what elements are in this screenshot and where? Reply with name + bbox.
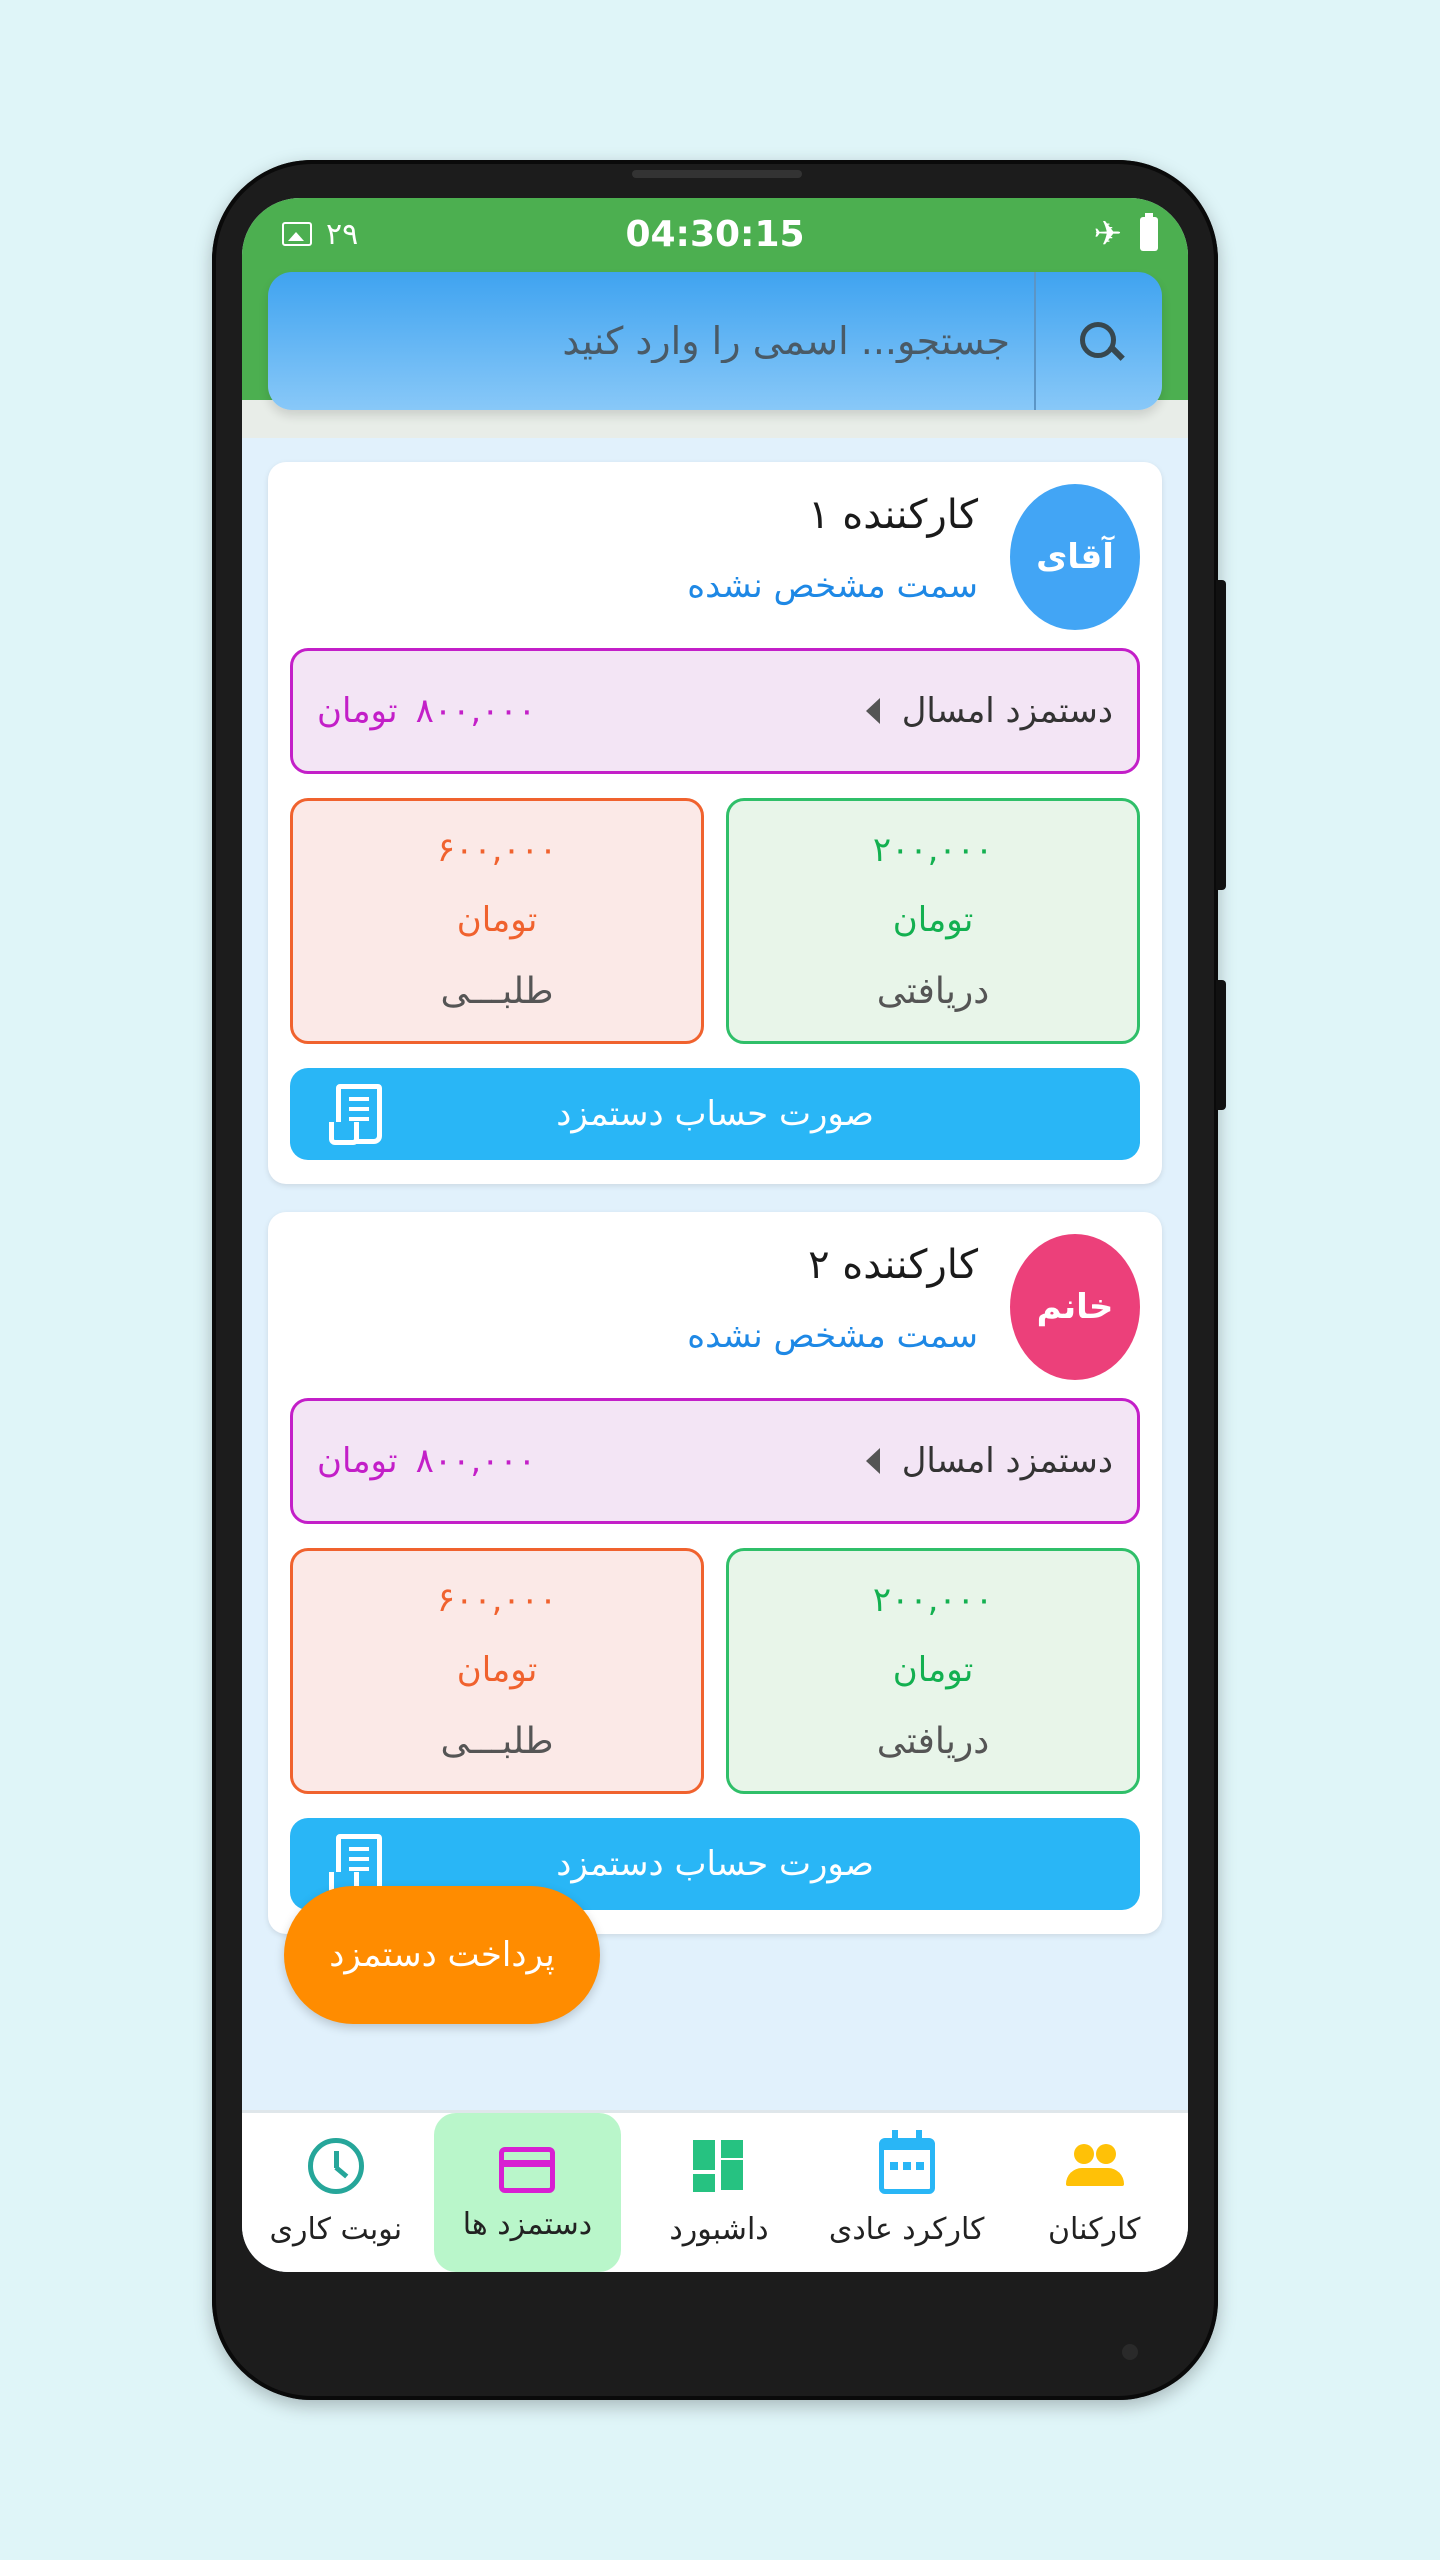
wage-statement-label: صورت حساب دستمزد xyxy=(556,1094,874,1134)
yearly-wage-label-group xyxy=(866,691,1113,731)
status-bar xyxy=(242,198,1188,270)
employee-role: سمت مشخص نشده xyxy=(687,566,978,606)
wage-value: ۸۰۰,۰۰۰ xyxy=(415,691,536,731)
search-button[interactable] xyxy=(1034,272,1162,410)
search-bar xyxy=(268,272,1162,410)
received-label: دریافتی xyxy=(876,970,990,1012)
nav-item-employees[interactable] xyxy=(1000,2113,1188,2272)
sensor-dot xyxy=(1122,2344,1138,2360)
balance-boxes xyxy=(290,798,1140,1044)
employee-list xyxy=(242,438,1188,2110)
employee-role: سمت مشخص نشده xyxy=(687,1316,978,1356)
app-screen xyxy=(242,198,1188,2272)
received-currency: تومان xyxy=(892,1650,974,1691)
received-amount: ۲۰۰,۰۰۰ xyxy=(872,1580,994,1621)
yearly-wage-label-group xyxy=(866,1441,1113,1481)
employee-card[interactable] xyxy=(268,1212,1162,1934)
yearly-wage-row[interactable] xyxy=(290,1398,1140,1524)
avatar: خانم xyxy=(1010,1234,1140,1380)
debt-label: طلبـــی xyxy=(440,970,554,1012)
nav-label: کارکرد عادی xyxy=(828,2212,985,2247)
debt-amount: ۶۰۰,۰۰۰ xyxy=(436,830,558,871)
nav-item-dashboard[interactable] xyxy=(625,2113,813,2272)
wage-currency: تومان xyxy=(317,1441,398,1481)
receipt-icon xyxy=(336,1084,382,1144)
debt-amount: ۶۰۰,۰۰۰ xyxy=(436,1580,558,1621)
received-amount: ۲۰۰,۰۰۰ xyxy=(872,830,994,871)
nav-label: کارکنان xyxy=(1048,2212,1141,2247)
debt-label: طلبـــی xyxy=(440,1720,554,1762)
nav-item-wages[interactable] xyxy=(434,2113,622,2272)
employee-name: کارکننده ۱ xyxy=(808,492,978,538)
yearly-wage-label: دستمزد امسال xyxy=(901,691,1113,731)
balance-boxes xyxy=(290,1548,1140,1794)
status-left xyxy=(282,217,358,252)
pay-wage-button[interactable]: پرداخت دستمزد xyxy=(284,1886,600,2024)
volume-button xyxy=(1216,580,1226,890)
speaker-grille xyxy=(632,170,802,178)
wage-statement-button[interactable] xyxy=(290,1068,1140,1160)
wage-currency: تومان xyxy=(317,691,398,731)
received-label: دریافتی xyxy=(876,1720,990,1762)
debt-box xyxy=(290,798,704,1044)
employee-card[interactable] xyxy=(268,462,1162,1184)
receipt-icon xyxy=(336,1834,382,1894)
employee-name: کارکننده ۲ xyxy=(808,1242,978,1288)
search-area xyxy=(242,270,1188,438)
yearly-wage-amount xyxy=(317,1441,536,1481)
status-right xyxy=(1093,214,1159,254)
airplane-mode-icon: ✈ xyxy=(1093,214,1122,254)
received-currency: تومان xyxy=(892,900,974,941)
yearly-wage-label: دستمزد امسال xyxy=(901,1441,1113,1481)
dashboard-icon xyxy=(691,2138,747,2194)
nav-item-shifts[interactable] xyxy=(242,2113,430,2272)
wage-value: ۸۰۰,۰۰۰ xyxy=(415,1441,536,1481)
notification-count: ۲۹ xyxy=(326,216,359,252)
debt-currency: تومان xyxy=(456,900,538,941)
card-icon xyxy=(499,2147,555,2193)
calendar-icon xyxy=(879,2138,935,2194)
nav-label: دستمزد ها xyxy=(462,2207,593,2242)
wage-statement-label: صورت حساب دستمزد xyxy=(556,1844,874,1884)
status-time: 04:30:15 xyxy=(625,213,805,255)
power-button xyxy=(1216,980,1226,1110)
debt-currency: تومان xyxy=(456,1650,538,1691)
debt-box xyxy=(290,1548,704,1794)
nav-item-regular-work[interactable] xyxy=(813,2113,1001,2272)
bottom-navigation xyxy=(242,2110,1188,2272)
received-box xyxy=(726,1548,1140,1794)
search-input[interactable] xyxy=(268,272,1034,410)
caret-left-icon xyxy=(866,1448,880,1474)
yearly-wage-row[interactable] xyxy=(290,648,1140,774)
search-icon xyxy=(1076,318,1122,364)
yearly-wage-amount xyxy=(317,691,536,731)
avatar: آقای xyxy=(1010,484,1140,630)
image-notification-icon xyxy=(282,222,312,246)
nav-label: داشبورد xyxy=(669,2212,769,2247)
caret-left-icon xyxy=(866,698,880,724)
battery-icon xyxy=(1140,217,1158,251)
people-icon xyxy=(1066,2138,1122,2194)
clock-icon xyxy=(308,2138,364,2194)
nav-label: نوبت کاری xyxy=(269,2212,403,2247)
received-box xyxy=(726,798,1140,1044)
